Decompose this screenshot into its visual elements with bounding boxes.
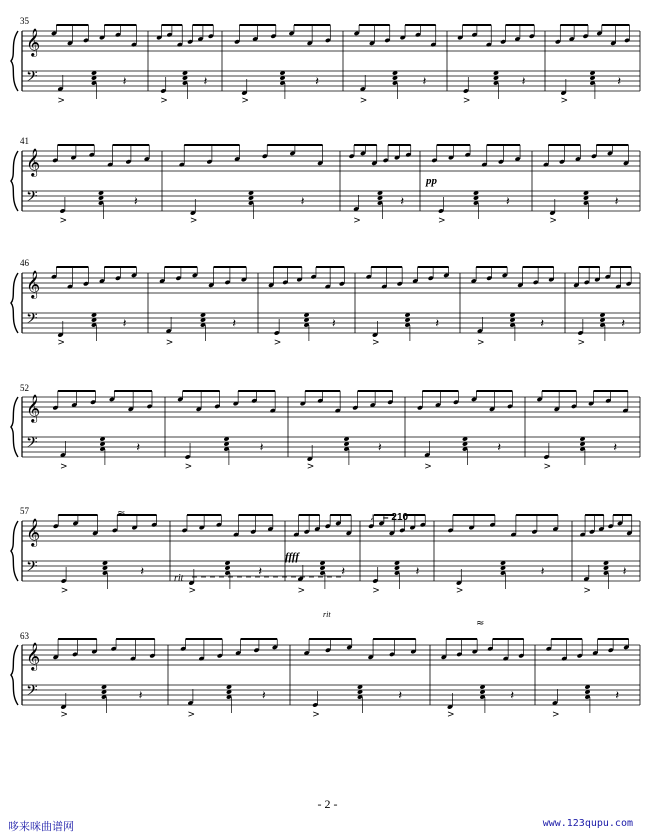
treble-clef-icon: 𝄞 — [26, 518, 41, 546]
grand-staff-brace — [11, 31, 18, 91]
dynamic-pianissimo: pp — [426, 175, 437, 187]
note-beam — [610, 266, 631, 268]
page-number: - 2 - — [317, 797, 338, 811]
grand-staff-brace — [11, 521, 18, 581]
quarter-rest-icon: 𝄽 — [122, 316, 127, 330]
note-beam — [359, 24, 390, 26]
grand-staff-brace — [11, 151, 18, 211]
quarter-rest-icon: 𝄽 — [203, 74, 208, 88]
quarter-rest-icon: 𝄽 — [521, 74, 526, 88]
note-beam — [613, 514, 632, 516]
accent-mark: > — [476, 338, 485, 348]
accent-mark: > — [312, 710, 320, 720]
accent-mark: > — [60, 710, 68, 720]
accent-mark: > — [583, 586, 591, 596]
note-beam — [598, 638, 629, 640]
note-beam — [58, 390, 96, 392]
accent-mark: > — [184, 462, 193, 472]
treble-clef-icon: 𝄞 — [26, 148, 41, 176]
bass-clef-icon: 𝄢 — [26, 188, 38, 209]
quarter-rest-icon: 𝄽 — [497, 440, 502, 454]
bass-clef-icon: 𝄢 — [26, 434, 38, 455]
note-beam — [187, 514, 221, 516]
tempo-marking — [370, 512, 408, 523]
note-beam — [493, 638, 524, 640]
treble-clef-icon: 𝄞 — [26, 642, 41, 670]
quarter-rest-icon: 𝄽 — [622, 564, 627, 578]
note-beam — [516, 514, 558, 516]
quarter-rest-icon: 𝄽 — [400, 194, 405, 208]
grand-staff-brace — [11, 397, 18, 457]
note-beam — [184, 144, 239, 146]
treble-clef-icon: 𝄞 — [26, 28, 41, 56]
accent-mark: > — [189, 216, 198, 226]
note-beam — [305, 390, 340, 392]
note-beam — [214, 266, 247, 268]
accent-mark: > — [446, 710, 455, 720]
quarter-rest-icon: 𝄽 — [300, 194, 305, 208]
note-beam — [602, 24, 630, 26]
treble-clef-icon: 𝄞 — [26, 270, 41, 298]
treble-clef-icon: 𝄞 — [26, 394, 41, 422]
note-beam — [373, 638, 416, 640]
measure-number-46: 46 — [20, 258, 29, 268]
accent-mark: > — [59, 216, 68, 226]
quarter-rest-icon: 𝄽 — [136, 440, 141, 454]
note-beam — [165, 266, 198, 268]
grand-staff-brace — [11, 273, 18, 333]
dynamic-ffff: ffff — [285, 551, 300, 563]
accent-mark: > — [59, 462, 68, 472]
quarter-rest-icon: 𝄽 — [617, 74, 622, 88]
note-beam — [506, 24, 535, 26]
note-beam — [58, 144, 95, 146]
quarter-rest-icon: 𝄽 — [378, 440, 382, 454]
quarter-rest-icon: 𝄽 — [540, 564, 545, 578]
note-beam — [316, 266, 344, 268]
bass-clef-icon: 𝄢 — [26, 682, 38, 703]
note-beam — [113, 144, 150, 146]
note-beam — [405, 24, 436, 26]
note-beam — [453, 514, 495, 516]
note-beam — [104, 266, 136, 268]
accent-mark: > — [549, 216, 557, 226]
quarter-rest-icon: 𝄽 — [262, 688, 266, 702]
accent-mark: > — [306, 462, 315, 472]
note-beam — [487, 144, 520, 146]
accent-mark: > — [577, 338, 585, 348]
turn-ornament-icon: ≈ — [117, 508, 126, 519]
accent-mark: > — [297, 586, 305, 596]
quarter-rest-icon: 𝄽 — [259, 440, 264, 454]
quarter-rest-icon: 𝄽 — [435, 316, 440, 330]
accent-mark: > — [353, 216, 361, 226]
quarter-rest-icon: 𝄽 — [621, 316, 626, 330]
quarter-note-icon: ♩ — [370, 512, 380, 523]
note-beam — [463, 24, 492, 26]
quarter-rest-icon: 𝄽 — [122, 74, 127, 88]
note-beam — [551, 638, 582, 640]
accent-mark: > — [560, 96, 568, 106]
footer-url: www.123qupu.com — [542, 818, 633, 829]
note-beam — [476, 390, 512, 392]
accent-mark: > — [273, 338, 282, 348]
note-beam — [294, 24, 330, 26]
accent-mark: > — [462, 96, 471, 106]
note-beam — [388, 144, 411, 146]
quarter-rest-icon: 𝄽 — [415, 564, 420, 578]
note-beam — [371, 266, 402, 268]
note-beam — [239, 24, 275, 26]
quarter-rest-icon: 𝄽 — [341, 564, 346, 578]
note-beam — [309, 638, 352, 640]
note-beam — [183, 390, 220, 392]
quarter-rest-icon: 𝄽 — [332, 316, 336, 330]
note-beam — [273, 266, 301, 268]
bass-clef-icon: 𝄢 — [26, 558, 38, 579]
note-beam — [354, 144, 377, 146]
accent-mark: > — [424, 462, 432, 472]
accent-mark: > — [57, 96, 65, 106]
accent-mark: > — [543, 462, 551, 472]
note-beam — [523, 266, 554, 268]
note-beam — [418, 266, 449, 268]
quarter-rest-icon: 𝄽 — [140, 564, 145, 578]
note-beam — [58, 514, 97, 516]
footer-site-name: 哆来咪曲谱网 — [8, 820, 74, 833]
quarter-rest-icon: 𝄽 — [614, 194, 619, 208]
note-beam — [162, 24, 183, 26]
measure-number-63: 63 — [20, 631, 29, 641]
accent-mark: > — [241, 96, 249, 106]
note-beam — [585, 514, 604, 516]
accent-mark: > — [160, 96, 168, 106]
note-beam — [238, 390, 275, 392]
measure-number-35: 35 — [20, 16, 29, 26]
bass-clef-icon: 𝄢 — [26, 68, 38, 89]
note-beam — [58, 638, 97, 640]
quarter-rest-icon: 𝄽 — [422, 74, 427, 88]
quarter-rest-icon: 𝄽 — [510, 688, 515, 702]
quarter-rest-icon: 𝄽 — [613, 440, 618, 454]
quarter-rest-icon: 𝄽 — [615, 688, 620, 702]
accent-mark: > — [359, 96, 368, 106]
accent-mark: > — [187, 710, 196, 720]
note-beam — [193, 24, 214, 26]
note-beam — [358, 390, 393, 392]
note-beam — [437, 144, 470, 146]
accent-mark: > — [57, 338, 65, 348]
note-beam — [476, 266, 507, 268]
measure-number-57: 57 — [20, 506, 29, 516]
measure-number-52: 52 — [20, 383, 29, 393]
note-beam — [593, 390, 627, 392]
note-beam — [330, 514, 351, 516]
quarter-rest-icon: 𝄽 — [134, 194, 138, 208]
note-beam — [114, 390, 152, 392]
note-beam — [542, 390, 576, 392]
note-beam — [186, 638, 223, 640]
grand-staff-brace — [11, 645, 18, 705]
note-beam — [446, 638, 477, 640]
accent-mark: > — [165, 338, 174, 348]
quarter-rest-icon: 𝄽 — [232, 316, 237, 330]
note-beam — [299, 514, 320, 516]
accent-mark: > — [60, 586, 69, 596]
note-beam — [579, 266, 600, 268]
accent-mark: > — [455, 586, 464, 596]
quarter-rest-icon: 𝄽 — [315, 74, 319, 88]
quarter-rest-icon: 𝄽 — [258, 564, 263, 578]
note-beam — [241, 638, 278, 640]
note-beam — [104, 24, 136, 26]
note-beam — [596, 144, 628, 146]
note-beam — [548, 144, 580, 146]
accent-mark: > — [371, 338, 380, 348]
note-beam — [238, 514, 272, 516]
note-beam — [116, 638, 155, 640]
accent-mark: > — [551, 710, 560, 720]
note-beam — [56, 24, 88, 26]
turn-ornament-icon: ≈ — [476, 618, 485, 629]
measure-number-41: 41 — [20, 136, 29, 146]
accent-mark: > — [188, 586, 196, 596]
accent-mark: > — [438, 216, 446, 226]
bass-clef-icon: 𝄢 — [26, 310, 38, 331]
note-beam — [560, 24, 588, 26]
accent-mark: > — [372, 586, 380, 596]
ritardando-marking: rit — [174, 573, 184, 584]
note-beam — [56, 266, 88, 268]
quarter-rest-icon: 𝄽 — [506, 194, 510, 208]
ritardando-marking-short: rit — [323, 610, 331, 619]
quarter-rest-icon: 𝄽 — [138, 688, 143, 702]
quarter-rest-icon: 𝄽 — [540, 316, 545, 330]
note-beam — [422, 390, 458, 392]
note-beam — [267, 144, 322, 146]
quarter-rest-icon: 𝄽 — [398, 688, 403, 702]
tempo-value: = 210 — [382, 512, 409, 523]
